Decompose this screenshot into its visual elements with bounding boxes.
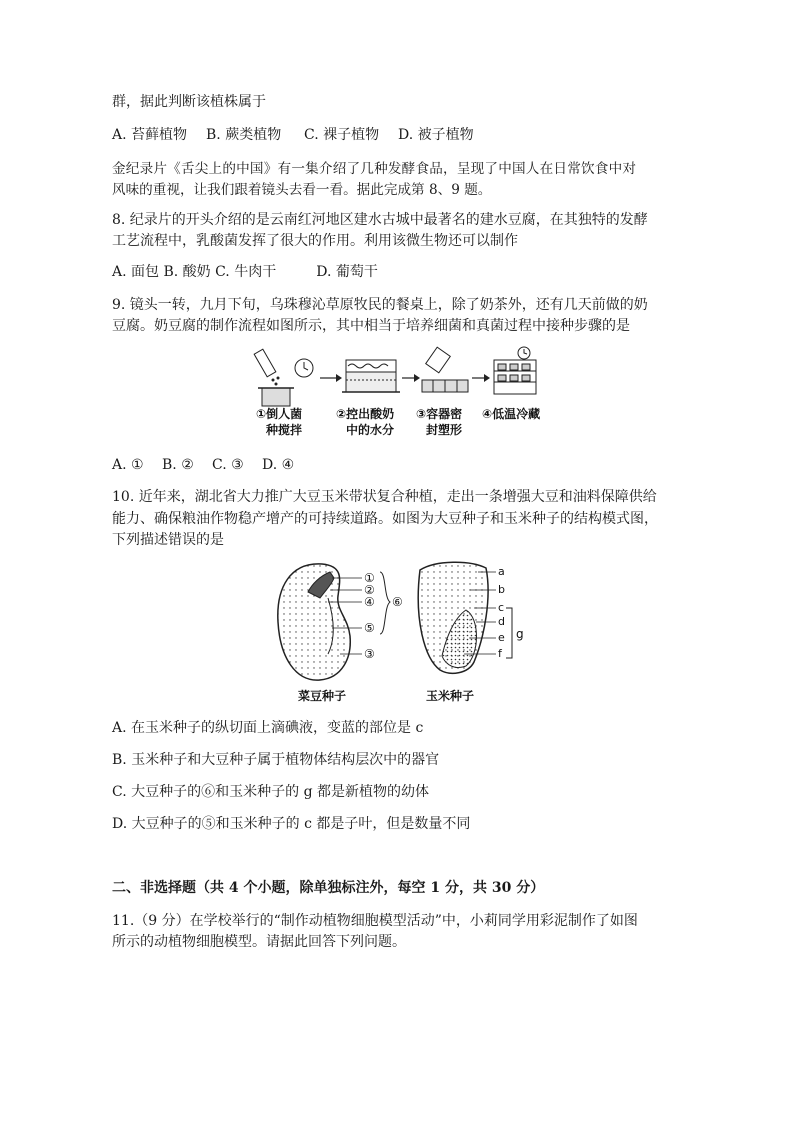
q8-option-d: D. 葡萄干 <box>316 264 378 280</box>
step-2-caption-line2: 中的水分 <box>346 423 395 437</box>
q10-line-2: 能力、确保粮油作物稳产增产的可持续道路。如图为大豆种子和玉米种子的结构模式图， <box>112 511 658 527</box>
arrow-icon <box>336 374 342 382</box>
q8-line-2: 工艺流程中，乳酸菌发挥了很大的作用。利用该微生物还可以制作 <box>112 233 518 249</box>
bean-caption: 菜豆种子 <box>298 689 347 703</box>
intro-line-1: 金纪录片《舌尖上的中国》有一集介绍了几种发酵食品，呈现了中国人在日常饮食中对 <box>112 161 637 177</box>
q8-line-1: 8. 纪录片的开头介绍的是云南红河地区建水古城中最著名的建水豆腐，在其独特的发酵 <box>112 212 648 228</box>
q9-line-1: 9. 镜头一转，九月下旬，乌珠穆沁草原牧民的餐桌上，除了奶茶外，还有几天前做的奶 <box>112 297 648 313</box>
corn-label-f: f <box>498 647 502 660</box>
q7-option-c: C. 裸子植物 <box>304 127 380 143</box>
q10-option-d: D. 大豆种子的⑤和玉米种子的 c 都是子叶，但是数量不同 <box>112 816 471 832</box>
q10-option-a: A. 在玉米种子的纵切面上滴碘液，变蓝的部位是 c <box>112 720 424 736</box>
corn-label-d: d <box>498 615 505 628</box>
q7-options <box>112 126 474 144</box>
q7-option-b: B. 蕨类植物 <box>206 127 282 143</box>
step-1-caption-line2: 种搅拌 <box>266 423 303 437</box>
corn-label-c: c <box>498 601 505 614</box>
q9-line-2: 豆腐。奶豆腐的制作流程如图所示，其中相当于培养细菌和真菌过程中接种步骤的是 <box>112 318 630 334</box>
strain-whey-illustration <box>342 360 400 392</box>
cold-storage-illustration <box>494 347 536 394</box>
bean-label-1: ① <box>364 571 375 585</box>
intro-line-2: 风味的重视，让我们跟着镜头去看一看。据此完成第 8、9 题。 <box>112 182 492 198</box>
step-3-caption-line2: 封塑形 <box>426 423 463 437</box>
corn-caption: 玉米种子 <box>426 689 475 703</box>
q7-option-d: D. 被子植物 <box>398 127 474 143</box>
q11-line-1: 11.（9 分）在学校举行的“制作动植物细胞模型活动”中，小莉同学用彩泥制作了如图 <box>112 913 638 929</box>
q10-line-3: 下列描述错误的是 <box>112 532 224 548</box>
corn-label-b: b <box>498 583 505 596</box>
bean-group-label: ⑥ <box>392 595 403 609</box>
corn-group-label: g <box>516 627 524 641</box>
arrow-icon <box>484 374 490 382</box>
q10-seed-figure <box>270 558 532 706</box>
q7-option-a: A. 苔藓植物 <box>112 127 188 143</box>
q9-option-c: C. ③ <box>212 457 244 473</box>
bean-label-3: ③ <box>364 647 375 661</box>
corn-seed-illustration <box>418 562 488 673</box>
bean-brace <box>380 572 390 634</box>
bean-label-5: ⑤ <box>364 621 375 635</box>
q10-option-b: B. 玉米种子和大豆种子属于植物体结构层次中的器官 <box>112 752 440 768</box>
step-1-caption-line1: ①倒人菌 <box>256 407 303 421</box>
q11-line-2: 所示的动植物细胞模型。请据此回答下列问题。 <box>112 934 406 950</box>
section-2-heading: 二、非选择题（共 4 个小题，除单独标注外，每空 1 分，共 30 分） <box>112 880 545 896</box>
step-3-caption-line1: ③容器密 <box>416 407 463 421</box>
pour-starter-illustration <box>254 349 313 406</box>
q8-options <box>112 263 378 281</box>
corn-label-a: a <box>498 565 505 578</box>
q10-option-c: C. 大豆种子的⑥和玉米种子的 g 都是新植物的幼体 <box>112 784 429 800</box>
corn-bracket <box>506 608 512 658</box>
q9-option-b: B. ② <box>162 457 194 473</box>
step-4-caption: ④低温冷藏 <box>482 407 541 421</box>
seal-mold-illustration <box>422 347 468 392</box>
q9-option-a: A. ① <box>112 457 144 473</box>
q8-options-abc: A. 面包 B. 酸奶 C. 牛肉干 <box>112 264 277 280</box>
step-2-caption-line1: ②控出酸奶 <box>336 407 395 421</box>
q9-process-figure <box>252 346 548 440</box>
q10-line-1: 10. 近年来，湖北省大力推广大豆玉米带状复合种植，走出一条增强大豆和油料保障供给 <box>112 489 657 505</box>
bean-seed-illustration <box>278 564 350 680</box>
q9-option-d: D. ④ <box>262 457 295 473</box>
q7-stem-tail: 群，据此判断该植株属于 <box>112 94 266 110</box>
bean-label-2: ② <box>364 583 375 597</box>
arrow-icon <box>414 374 420 382</box>
corn-label-e: e <box>498 631 505 644</box>
bean-label-4: ④ <box>364 595 375 609</box>
q9-options <box>112 456 294 474</box>
